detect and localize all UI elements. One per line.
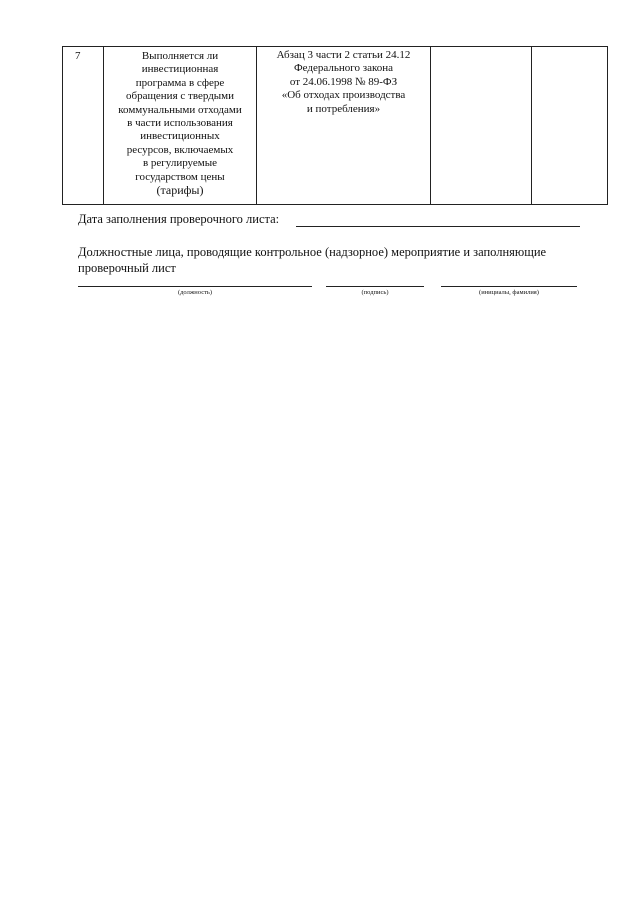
fill-date-field[interactable] bbox=[296, 226, 580, 227]
text-line: (тарифы) bbox=[156, 183, 204, 198]
row-number: 7 bbox=[63, 47, 104, 205]
position-caption: (должность) bbox=[177, 289, 213, 296]
question-text bbox=[106, 50, 254, 197]
officials-label: Должностные лица, проводящие контрольное (надзорное) мероприятие и заполняющие проверочный лист bbox=[78, 245, 547, 275]
text-line: Федерального закона bbox=[293, 62, 394, 75]
name-caption: (инициалы, фамилия) bbox=[479, 289, 539, 296]
text-line: в части использования bbox=[127, 117, 233, 130]
text-line: обращения с твердыми bbox=[125, 90, 235, 103]
signature-caption: (подпись) bbox=[361, 289, 389, 296]
text-line: от 24.06.1998 № 89-ФЗ bbox=[289, 75, 398, 88]
signature-field[interactable] bbox=[326, 286, 424, 287]
table-row bbox=[63, 47, 608, 205]
text-line: Выполняется ли bbox=[141, 50, 219, 62]
text-line: Абзац 3 части 2 статьи 24.12 bbox=[276, 49, 411, 61]
name-field[interactable] bbox=[441, 286, 577, 287]
legal-basis-cell bbox=[257, 47, 431, 205]
text-line: инвестиционная bbox=[141, 63, 219, 76]
text-line: инвестиционных bbox=[140, 130, 220, 143]
checklist-table bbox=[62, 46, 608, 205]
fill-date-label: Дата заполнения проверочного листа: bbox=[78, 212, 280, 226]
answer-cell-yes[interactable] bbox=[431, 47, 532, 205]
text-line: программа в сфере bbox=[135, 76, 225, 89]
text-line: коммунальными отходами bbox=[118, 103, 242, 116]
legal-basis-text bbox=[261, 49, 426, 116]
text-line: «Об отходах производства bbox=[281, 89, 406, 102]
text-line: ресурсов, включаемых bbox=[126, 143, 234, 156]
position-field[interactable] bbox=[78, 286, 312, 287]
answer-cell-no[interactable] bbox=[532, 47, 608, 205]
text-line: государством цены bbox=[135, 170, 225, 183]
text-line: и потребления» bbox=[306, 102, 381, 115]
question-cell bbox=[104, 47, 257, 205]
text-line: в регулируемые bbox=[142, 157, 218, 170]
